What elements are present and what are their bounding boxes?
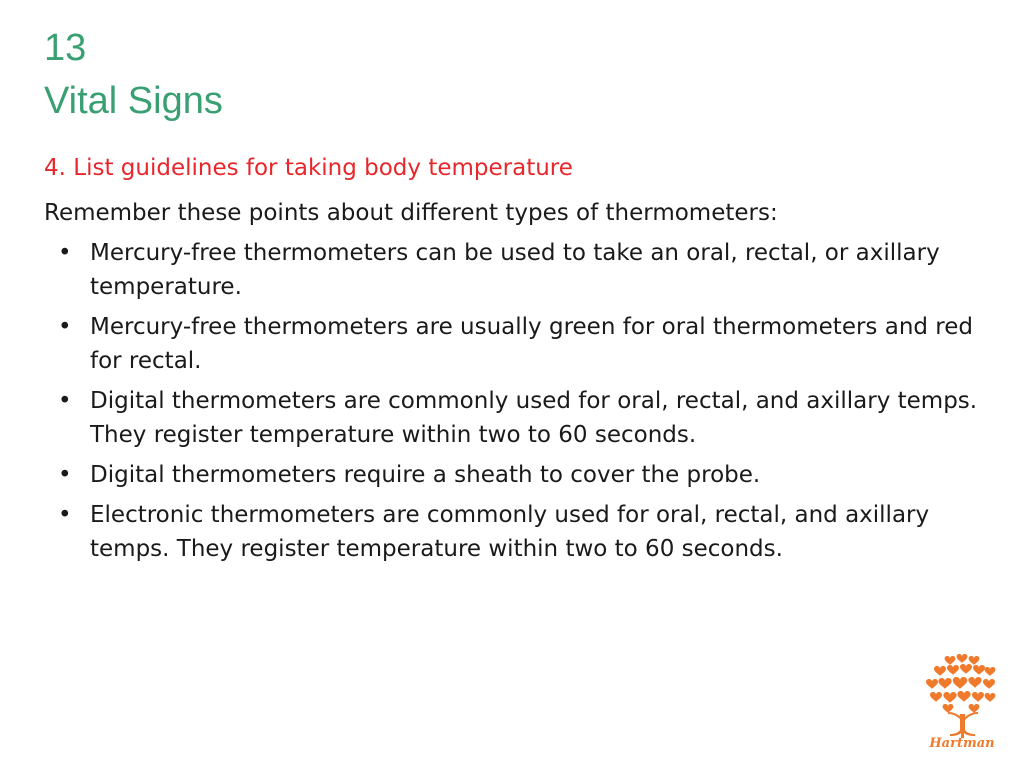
bullet-marker: •: [58, 240, 72, 266]
bullet-text: Digital thermometers are commonly used for oral, rectal, and axillary temps. They register temperature within two to 60 seconds.: [90, 388, 978, 448]
bullet-item: [58, 236, 978, 304]
intro-text: Remember these points about different types of thermometers:: [44, 200, 778, 226]
chapter-number: 13: [44, 27, 87, 69]
bullet-text: Mercury-free thermometers can be used to take an oral, rectal, or axillary temperature.: [90, 240, 940, 300]
bullet-item: [58, 498, 978, 566]
chapter-title: Vital Signs: [44, 80, 223, 122]
bullet-marker: •: [58, 388, 72, 414]
bullet-text: Mercury-free thermometers are usually green for oral thermometers and red for rectal.: [90, 314, 974, 374]
bullet-item: [58, 310, 978, 378]
bullet-marker: •: [58, 502, 72, 528]
bullet-marker: •: [58, 462, 72, 488]
bullet-list: [58, 236, 978, 572]
logo-wordmark: Hartman: [929, 736, 995, 751]
bullet-marker: •: [58, 314, 72, 340]
bullet-item: [58, 458, 978, 492]
learning-objective: 4. List guidelines for taking body temperature: [44, 155, 573, 181]
bullet-text: Electronic thermometers are commonly used for oral, rectal, and axillary temps. They register temperature within two to 60 seconds.: [90, 502, 930, 562]
bullet-item: [58, 384, 978, 452]
bullet-text: Digital thermometers require a sheath to cover the probe.: [90, 462, 761, 488]
